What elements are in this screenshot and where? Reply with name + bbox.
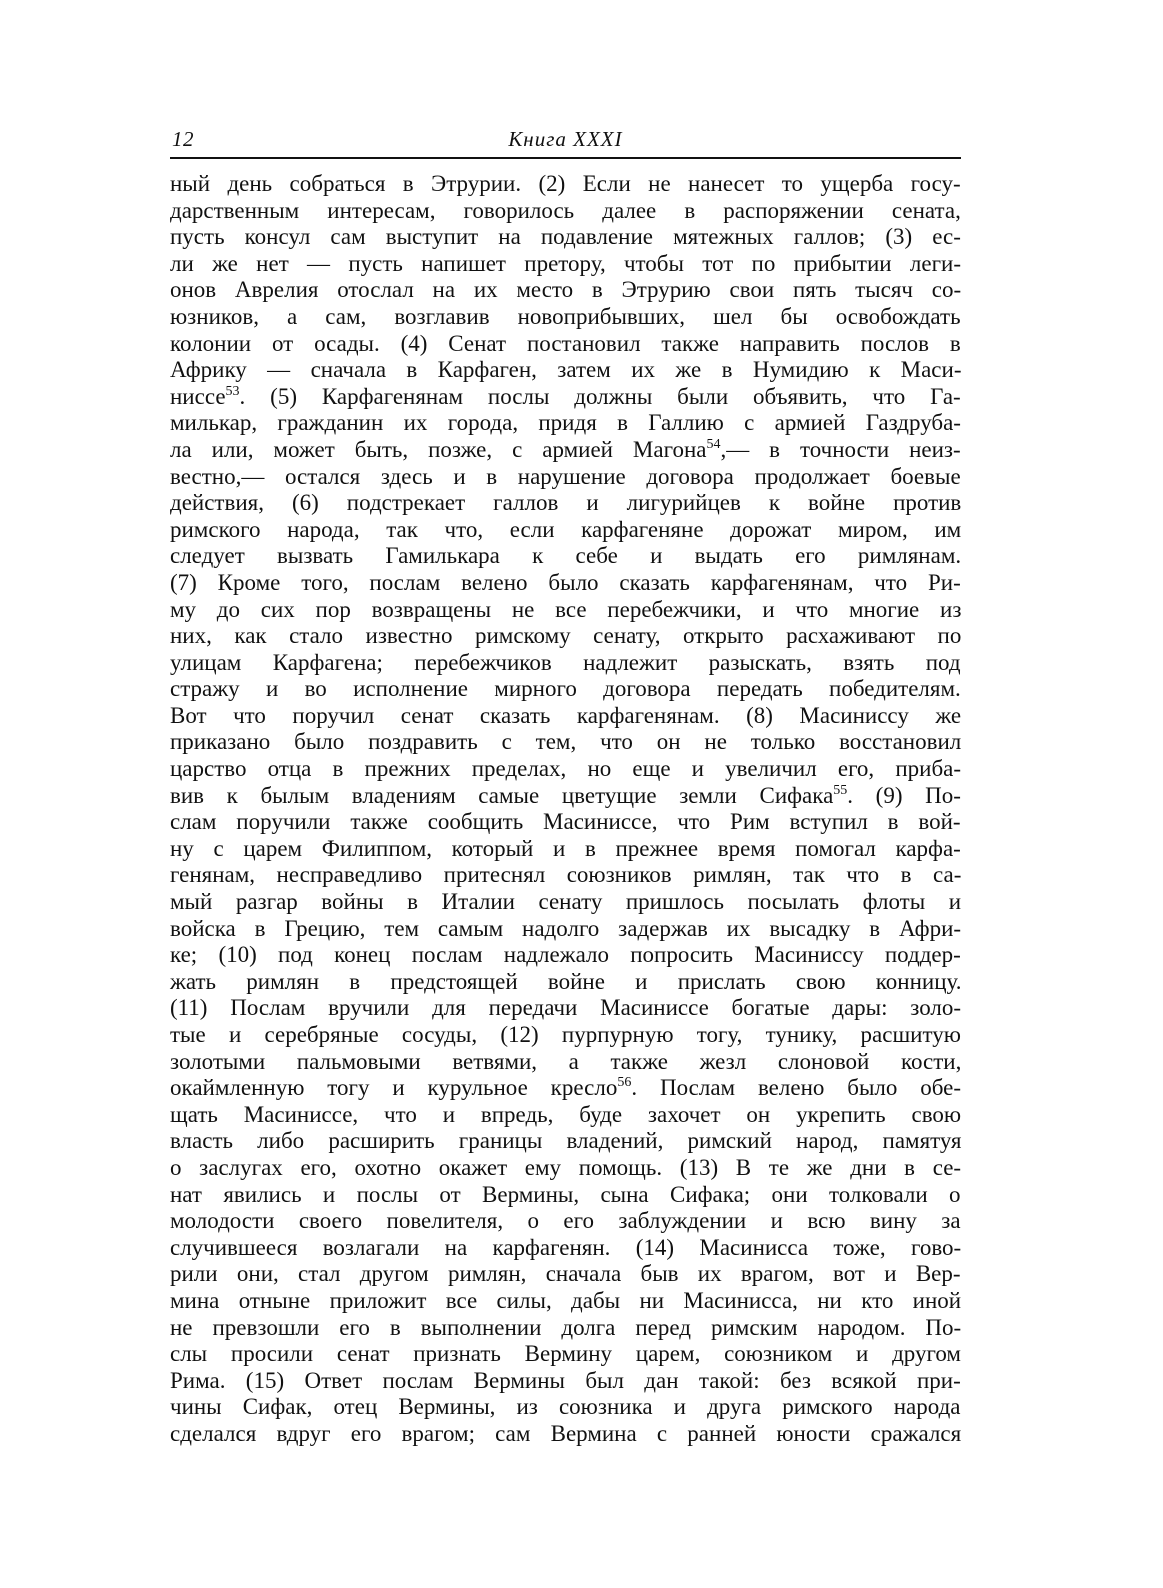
footnote-ref: 56: [617, 1075, 632, 1091]
line-text: стражу и во исполнение мирного договора передать победителям.: [170, 676, 961, 702]
text-line: [170, 862, 961, 889]
page-number: 12: [172, 127, 194, 151]
book-page: [170, 127, 961, 1448]
line-text: пусть консул сам выступит на подавление мятежных галлов; (3) ес-: [170, 224, 961, 250]
text-line: [170, 1049, 961, 1076]
text-line: [170, 304, 961, 331]
text-line: [170, 729, 961, 756]
line-text: золотыми пальмовыми ветвями, а также жезл слоновой кости,: [170, 1048, 962, 1074]
line-text: вестно,— остался здесь и в нарушение договора продолжает боевые: [170, 463, 961, 489]
line-text: случившееся возлагали на карфагенян. (14) Масинисса тоже, гово-: [170, 1234, 962, 1260]
text-line: [170, 384, 961, 411]
line-text: действия, (6) подстрекает галлов и лигурийцев к войне против: [170, 490, 962, 516]
line-text: власть либо расширить границы владений, римский народ, памятуя: [170, 1128, 962, 1154]
line-text: дарственным интересам, говорилось далее в распоряжении сената,: [170, 197, 961, 223]
text-line: [170, 1288, 961, 1315]
body-text: [170, 171, 961, 1448]
text-line: [170, 756, 961, 783]
text-line: [170, 1261, 961, 1288]
text-line: [170, 1102, 961, 1129]
line-text: милькар, гражданин их города, придя в Галлию с армией Газдруба-: [170, 410, 961, 436]
line-text: слам поручили также сообщить Масиниссе, что Рим вступил в вой-: [170, 809, 961, 835]
text-line: [170, 517, 961, 544]
footnote-ref: 55: [833, 782, 848, 798]
line-text: о заслугах его, охотно окажет ему помощь. (13) В те же дни в се-: [170, 1154, 962, 1180]
line-text: нат явились и послы от Вермины, сына Сифака; они толковали о: [170, 1181, 961, 1207]
text-line: [170, 171, 961, 198]
text-line: [170, 995, 961, 1022]
running-title: Книга XXXI: [508, 127, 623, 151]
line-text: (11) Послам вручили для передачи Масиниссе богатые дары: золо-: [170, 995, 962, 1021]
line-text: них, как стало известно римскому сенату, открыто расхаживают по: [170, 623, 962, 649]
line-text: сделался вдруг его врагом; сам Вермина с ранней юности сражался: [170, 1420, 962, 1446]
text-line: [170, 331, 961, 358]
line-text: колонии от осады. (4) Сенат постановил также направить послов в: [170, 330, 961, 356]
line-text: приказано было поздравить с тем, что он не только восстановил: [170, 729, 962, 755]
line-text: чины Сифак, отец Вермины, из союзника и друга римского народа: [170, 1394, 961, 1420]
text-line: [170, 1182, 961, 1209]
line-text: ный день собраться в Этрурии. (2) Если не нанесет то ущерба госу-: [170, 171, 961, 196]
line-text: следует вызвать Гамилькара к себе и выдать его римлянам.: [170, 543, 962, 569]
line-text: Вот что поручил сенат сказать карфагенянам. (8) Масиниссу же: [170, 702, 962, 728]
text-line: [170, 570, 961, 597]
line-text: рили они, стал другом римлян, сначала быв их врагом, вот и Вер-: [170, 1261, 961, 1287]
line-text: не превзошли его в выполнении долга перед римским народом. По-: [170, 1314, 962, 1340]
line-text: ла или, может быть, позже, с армией Магона: [170, 436, 707, 462]
text-line: [170, 836, 961, 863]
line-text: Рима. (15) Ответ послам Вермины был дан такой: без всякой при-: [170, 1367, 961, 1393]
line-text: онов Аврелия отослал на их место в Этрурию свои пять тысяч со-: [170, 277, 962, 303]
text-line: [170, 783, 961, 810]
line-text: окаймленную тогу и курульное кресло: [170, 1075, 618, 1101]
text-line: [170, 1315, 961, 1342]
text-line: [170, 1128, 961, 1155]
line-text: войска в Грецию, тем самым надолго задержав их высадку в Афри-: [170, 915, 962, 941]
text-line: [170, 1022, 961, 1049]
text-line: [170, 703, 961, 730]
text-line: [170, 490, 961, 517]
page-header: [170, 127, 961, 159]
text-line: [170, 942, 961, 969]
text-line: [170, 916, 961, 943]
line-text: римского народа, так что, если карфагеняне дорожат миром, им: [170, 516, 962, 542]
line-text: ниссе: [170, 383, 226, 409]
text-line: [170, 437, 961, 464]
line-text: тые и серебряные сосуды, (12) пурпурную тогу, тунику, расшитую: [170, 1022, 961, 1047]
text-line: [170, 198, 961, 225]
text-line: [170, 357, 961, 384]
text-line: [170, 410, 961, 437]
line-text: щать Масиниссе, что и впредь, буде захочет он укрепить свою: [170, 1101, 962, 1127]
text-line: [170, 1235, 961, 1262]
line-text: ли же нет — пусть напишет претору, чтобы тот по прибытии леги-: [170, 250, 961, 276]
text-line: [170, 809, 961, 836]
text-line: [170, 650, 961, 677]
text-line: [170, 543, 961, 570]
text-line: [170, 277, 961, 304]
text-line: [170, 1341, 961, 1368]
text-line: [170, 597, 961, 624]
footnote-ref: 54: [706, 436, 721, 452]
text-line: [170, 1368, 961, 1395]
text-line: [170, 1075, 961, 1102]
line-text-continued: ,— в точности неиз-: [720, 436, 961, 462]
line-text: Африку — сначала в Карфаген, затем их же в Нумидию к Маси-: [170, 357, 962, 383]
text-line: [170, 251, 961, 278]
text-line: [170, 676, 961, 703]
line-text: генянам, несправедливо притеснял союзников римлян, так что в са-: [170, 862, 962, 888]
line-text: слы просили сенат признать Вермину царем, союзником и другом: [170, 1341, 961, 1367]
line-text: мый разгар войны в Италии сенату пришлось посылать флоты и: [170, 889, 962, 915]
text-line: [170, 1394, 961, 1421]
line-text: жать римлян в предстоящей войне и прислать свою конницу.: [170, 968, 962, 994]
text-line: [170, 1421, 961, 1448]
line-text: молодости своего повелителя, о его заблуждении и всю вину за: [170, 1208, 961, 1234]
line-text-continued: . (9) По-: [847, 782, 961, 808]
text-line: [170, 224, 961, 251]
text-line: [170, 464, 961, 491]
line-text: юзников, а сам, возглавив новоприбывших, шел бы освобождать: [170, 303, 961, 329]
line-text: ке; (10) под конец послам надлежало попросить Масиниссу поддер-: [170, 942, 961, 968]
text-line: [170, 889, 961, 916]
line-text-continued: . (5) Карфагенянам послы должны были объявить, что Га-: [239, 383, 961, 409]
line-text: мина отныне приложит все силы, дабы ни Масинисса, ни кто иной: [170, 1287, 962, 1313]
text-line: [170, 969, 961, 996]
text-line: [170, 1208, 961, 1235]
line-text: вив к былым владениям самые цветущие земли Сифака: [170, 782, 834, 808]
line-text: царство отца в прежних пределах, но еще и увеличил его, приба-: [170, 756, 962, 782]
line-text: ну с царем Филиппом, который и в прежнее время помогал карфа-: [170, 835, 961, 861]
line-text-continued: . Послам велено было обе-: [631, 1075, 962, 1101]
text-line: [170, 1155, 961, 1182]
text-line: [170, 623, 961, 650]
line-text: (7) Кроме того, послам велено было сказать карфагенянам, что Ри-: [170, 569, 961, 595]
footnote-ref: 53: [225, 383, 240, 399]
line-text: му до сих пор возвращены не все перебежчики, и что многие из: [170, 596, 962, 622]
line-text: улицам Карфагена; перебежчиков надлежит разыскать, взять под: [170, 649, 961, 675]
